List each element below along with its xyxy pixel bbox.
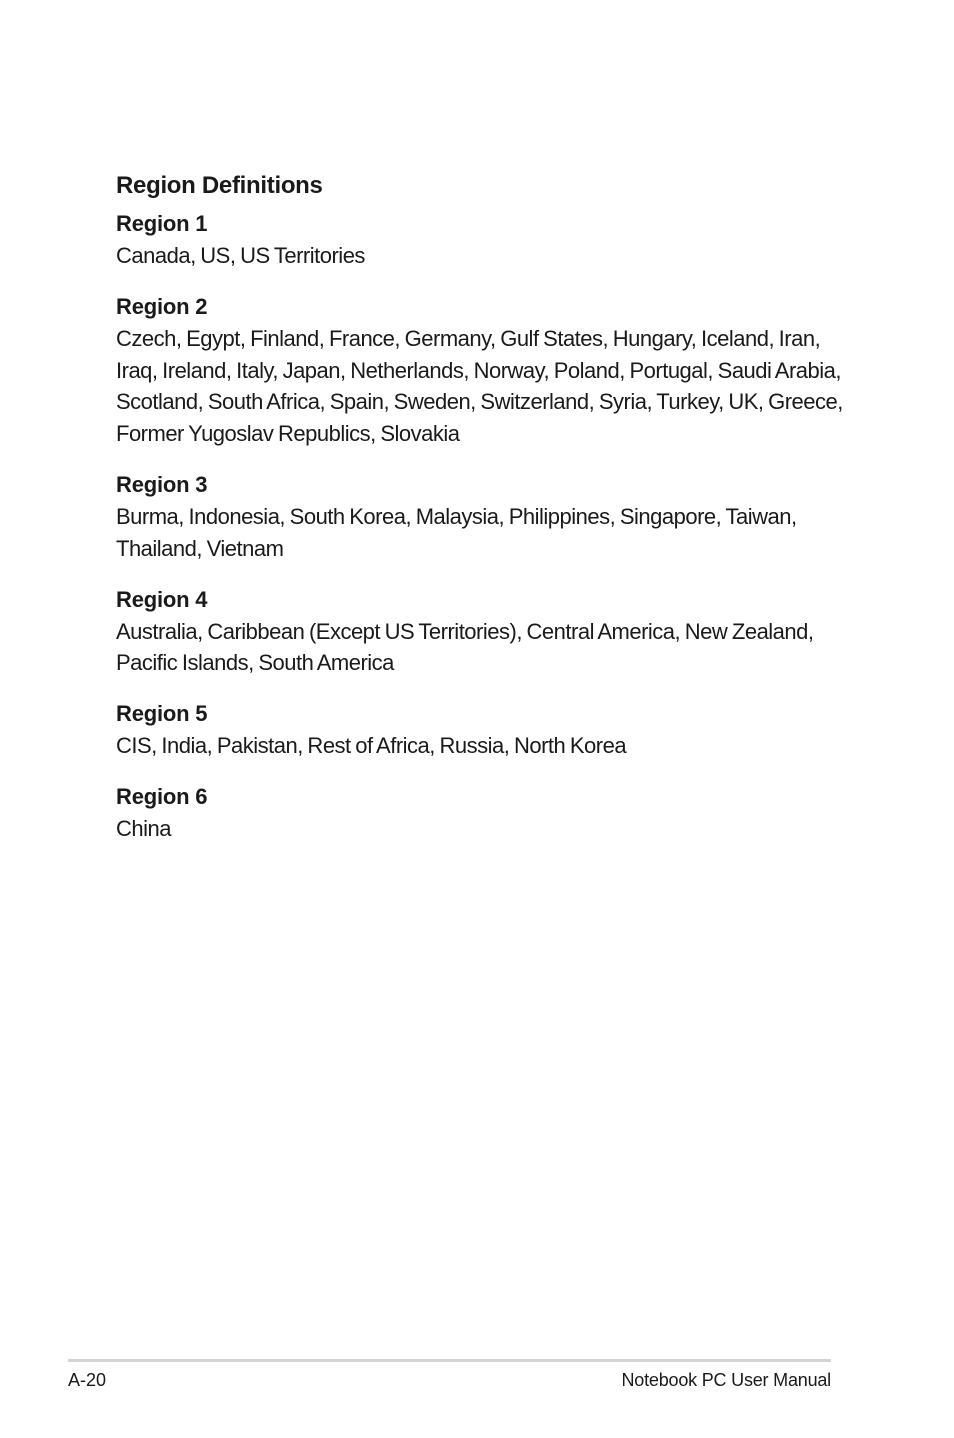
footer-divider	[68, 1359, 831, 1362]
region-definitions-section	[116, 171, 846, 865]
region-block-2	[116, 292, 846, 450]
footer-manual-title: Notebook PC User Manual	[621, 1370, 831, 1390]
region-block-4	[116, 585, 846, 680]
footer-page-number: A-20	[68, 1370, 107, 1390]
region-block-1	[116, 209, 846, 272]
region-block-6	[116, 782, 846, 845]
region-countries: Canada, US, US Territories	[116, 243, 365, 268]
region-countries: Czech, Egypt, Finland, France, Germany, Gulf States, Hungary, Iceland, Iran, Iraq, Ireland, Italy, Japan, Netherlands, Norway, Poland, Portugal, Saudi Arabia, Scotland, South Africa, Spain, Sweden, Switzerland, Syria, Turkey, UK, Greece, Former Yugoslav Republics, Slovakia	[116, 325, 843, 447]
region-heading: Region 3	[116, 471, 208, 497]
region-heading: Region 1	[116, 211, 208, 236]
region-block-3	[116, 470, 846, 565]
region-countries: CIS, India, Pakistan, Rest of Africa, Russia, North Korea	[116, 733, 627, 759]
region-countries: China	[116, 815, 171, 841]
region-countries: Burma, Indonesia, South Korea, Malaysia, Philippines, Singapore, Taiwan, Thailand, Vietnam	[116, 503, 797, 561]
region-heading: Region 2	[116, 293, 208, 319]
region-heading: Region 4	[116, 586, 208, 612]
region-heading: Region 5	[116, 701, 208, 727]
region-block-5	[116, 699, 846, 762]
region-heading: Region 6	[116, 783, 208, 809]
region-countries: Australia, Caribbean (Except US Territories), Central America, New Zealand, Pacific Islands, South America	[116, 618, 814, 676]
page-title: Region Definitions	[116, 172, 323, 199]
